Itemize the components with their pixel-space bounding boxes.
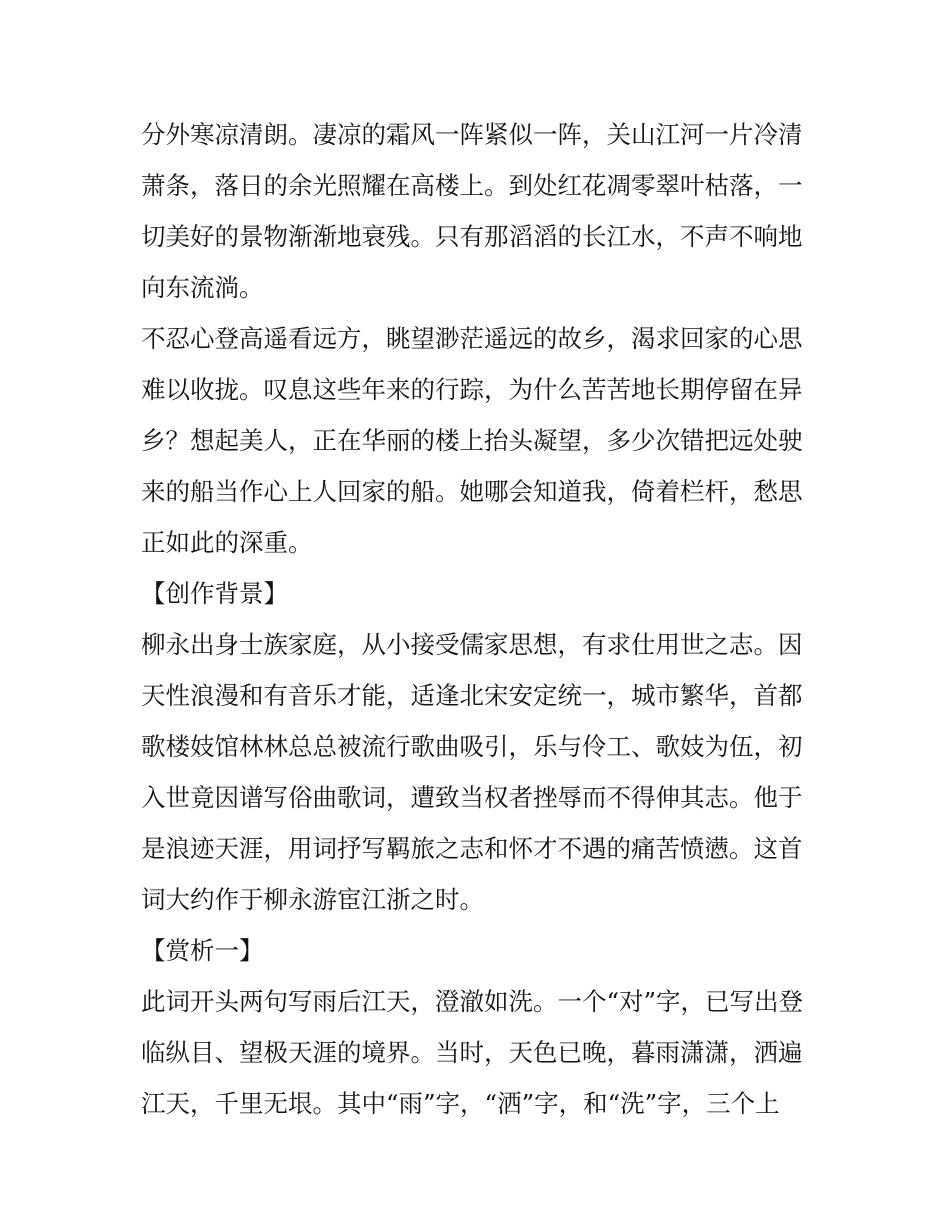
text-line: 柳永出身士族家庭，从小接受儒家思想，有求仕用世之志。因 bbox=[141, 630, 803, 659]
text-line: 不忍心登高遥看远方，眺望渺茫遥远的故乡，渴求回家的心思 bbox=[141, 324, 803, 353]
text-line: 来的船当作心上人回家的船。她哪会知道我，倚着栏杆，愁思 bbox=[141, 477, 803, 506]
text-line: 词大约作于柳永游宦江浙之时。 bbox=[141, 885, 484, 914]
text-line: 临纵目、望极天涯的境界。当时，天色已晚，暮雨潇潇，洒遍 bbox=[141, 1038, 803, 1067]
text-line: 歌楼妓馆林林总总被流行歌曲吸引，乐与伶工、歌妓为伍，初 bbox=[141, 732, 803, 761]
text-line: 此词开头两句写雨后江天，澄澈如洗。一个“对”字，已写出登 bbox=[141, 987, 804, 1016]
text-line: 乡？想起美人，正在华丽的楼上抬头凝望，多少次错把远处驶 bbox=[141, 426, 803, 455]
section-heading-background: 【创作背景】 bbox=[141, 579, 288, 608]
text-line: 正如此的深重。 bbox=[141, 528, 313, 557]
section-heading-analysis: 【赏析一】 bbox=[141, 936, 264, 965]
text-line: 向东流淌。 bbox=[141, 273, 264, 302]
text-line: 天性浪漫和有音乐才能，适逢北宋安定统一，城市繁华，首都 bbox=[141, 681, 803, 710]
text-line: 入世竟因谱写俗曲歌词，遭致当权者挫辱而不得伸其志。他于 bbox=[141, 783, 803, 812]
text-line: 切美好的景物渐渐地衰残。只有那滔滔的长江水，不声不响地 bbox=[141, 222, 803, 251]
text-line: 是浪迹天涯，用词抒写羁旅之志和怀才不遇的痛苦愤懑。这首 bbox=[141, 834, 803, 863]
text-line: 江天，千里无垠。其中“雨”字，“洒”字，和“洗”字，三个上 bbox=[141, 1089, 780, 1118]
text-line: 萧条，落日的余光照耀在高楼上。到处红花凋零翠叶枯落，一 bbox=[141, 171, 803, 200]
document-body bbox=[141, 109, 813, 1129]
text-line: 难以收拢。叹息这些年来的行踪，为什么苦苦地长期停留在异 bbox=[141, 375, 803, 404]
text-line: 分外寒凉清朗。凄凉的霜风一阵紧似一阵，关山江河一片冷清 bbox=[141, 120, 803, 149]
